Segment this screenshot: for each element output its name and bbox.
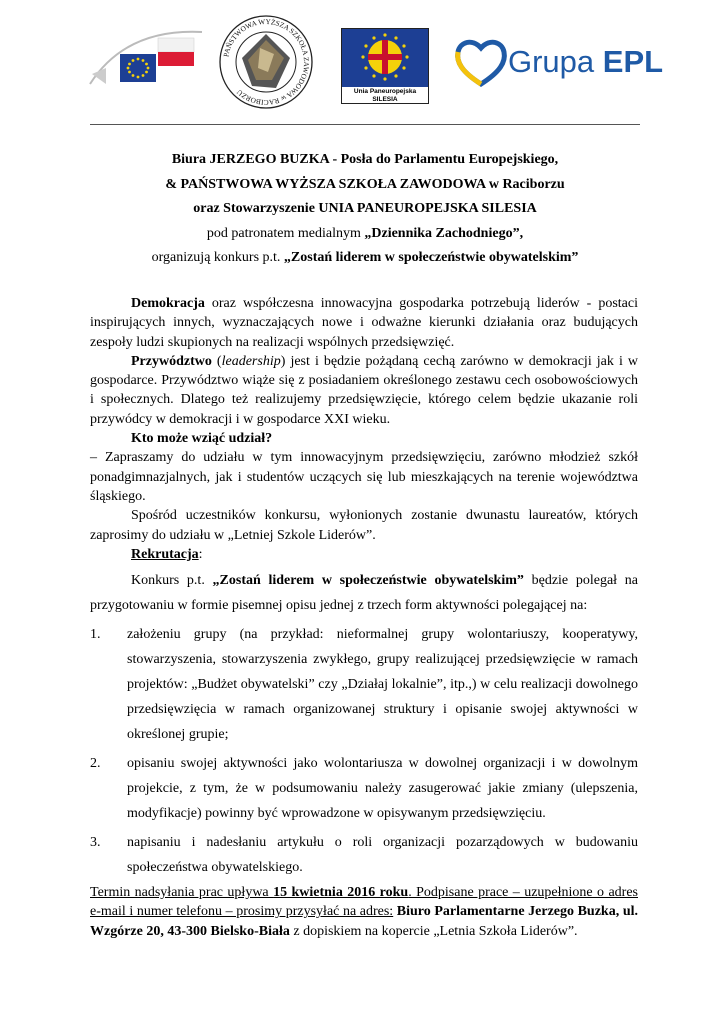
header-line-3: oraz Stowarzyszenie UNIA PANEUROPEJSKA SILESIA — [193, 201, 537, 216]
header-line-1: Biura JERZEGO BUZKA - Posła do Parlamentu Europejskiego, — [171, 152, 559, 167]
recruitment-heading — [90, 545, 638, 564]
grupa-epl-logo — [452, 34, 664, 90]
contest-title: „Zostań liderem w społeczeństwie obywatelskim” — [212, 573, 524, 589]
list-item-number: 1. — [90, 627, 101, 643]
paragraph-laureates: Spośród uczestników konkursu, wyłonionych zostanie dwunastu laureatów, których zaprosimy do udziału w „Letniej Szkole Liderów”. — [90, 508, 638, 543]
leadership-english: leadership — [221, 353, 281, 369]
epl-text-light: Grupa — [508, 44, 603, 79]
unia-caption-line2: SILESIA — [372, 95, 398, 103]
list-item-text: opisaniu swojej aktywności jako wolontariusza w dowolnej organizacji i w dowolnym projekcie, z tym, że w podsumowaniu należy zasugerować jakie zmiany (ulepszenia, modyfikacje) powinny być wprowadzone w opisywanym przedsięwzięciu. — [127, 756, 638, 822]
leadership-paren: ( — [211, 353, 222, 369]
contest-text: będzie polegał na przygotowaniu w formie pisemnej opisu jednej z trzech form aktywności polegającej na: — [90, 573, 638, 614]
recruitment-colon: : — [198, 546, 203, 562]
deadline-envelope-note: z dopiskiem na kopercie „Letnia Szkoła Liderów”. — [289, 923, 578, 939]
list-item — [90, 622, 638, 747]
epl-text-bold: EPL — [602, 44, 664, 79]
header-line-5-bold: „Zostań liderem w społeczeństwie obywatelskim” — [283, 250, 579, 265]
list-item — [90, 830, 638, 880]
pwsz-ring-text: PAŃSTWOWA WYŻSZA SZKOŁA ZAWODOWA w RACIBORZU — [221, 16, 312, 108]
leadership-term: Przywództwo — [131, 353, 212, 369]
logo-bar — [0, 0, 725, 120]
who-text: – Zapraszamy do udziału w tym innowacyjnym przedsięwzięciu, zarówno młodzież szkół ponadgimnazjalnych, jak i studentów uczących się lub mieszkających na terenie województwa śląskiego. — [90, 450, 638, 504]
list-item-number: 2. — [90, 756, 101, 772]
deadline-lead: Termin nadsyłania prac upływa — [90, 885, 274, 901]
list-item — [90, 751, 638, 826]
header-divider — [90, 124, 640, 125]
eu-poland-flags-logo — [86, 24, 206, 92]
contest-prefix: Konkurs p.t. — [131, 573, 213, 589]
paragraph-democracy — [90, 294, 638, 352]
democracy-text: oraz współczesna innowacyjna gospodarka potrzebują liderów - postaci inspirujących innych, wyznaczających nowe i odważne kierunki działania oraz budujących zespoły ludzi skupionych na realizacji wspólnych przedsięwzięć. — [90, 296, 638, 350]
header-line-4-bold: „Dziennika Zachodniego”, — [364, 225, 524, 241]
document-body — [90, 294, 638, 941]
header-line-2: & PAŃSTWOWA WYŻSZA SZKOŁA ZAWODOWA w Raciborzu — [165, 176, 565, 192]
header-line-4 — [90, 222, 640, 247]
deadline-paragraph — [90, 883, 638, 941]
header-line-5-prefix: organizują konkurs p.t. — [151, 250, 284, 265]
unia-paneuropejska-logo — [341, 28, 429, 104]
deadline-date: 15 kwietnia 2016 roku — [273, 885, 409, 901]
activity-forms-list — [90, 622, 638, 880]
who-heading: Kto może wziąć udział? — [131, 431, 273, 447]
leadership-text: ) jest i będzie pożądaną cechą zarówno w demokracji jak i w gospodarce. Przywództwo wiąże się z posiadaniem określonego zestawu cech osobowościowych i społecznych. Dlatego też realizujemy przedsięwzięcie, którego celem będzie ukazanie roli przywódcy w demokracji i w gospodarce XXI wieku. — [90, 353, 638, 427]
list-item-text: założeniu grupy (na przykład: nieformalnej grupy wolontariuszy, kooperatywy, stowarzyszenia, stowarzyszenia zwykłego, grupy realizującej przedsięwzięcie w ramach projektów: „Budżet obywatelski” czy „Działaj lokalnie”, itp.,) w celu realizacji dowolnego przedsięwzięcia w ramach organizowanej struktury i opisanie swojej aktywności w określonej grupie; — [127, 627, 638, 743]
organizers-header — [90, 148, 640, 271]
mailing-address: Biuro Parlamentarne Jerzego Buzka, ul. Wzgórze 20, 43-300 Bielsko-Biała — [90, 904, 638, 939]
pwsz-seal-logo — [218, 14, 314, 110]
recruitment-heading-text: Rekrutacja — [131, 546, 199, 562]
paneuropa-flag-icon — [342, 29, 428, 87]
unia-caption-line1: Unia Paneuropejska — [353, 88, 417, 95]
epl-heart-icon — [452, 34, 510, 90]
democracy-term: Demokracja — [131, 296, 205, 311]
deadline-instructions: . Podpisane prace – uzupełnione o adres e-mail i numer telefonu – prosimy przysyłać na adres: — [90, 885, 638, 920]
header-line-5 — [90, 246, 640, 271]
list-item-text: napisaniu i nadesłaniu artykułu o roli organizacji pozarządowych w budowaniu społeczeństwa obywatelskiego. — [127, 835, 638, 876]
list-item-number: 3. — [90, 835, 101, 851]
header-line-4-prefix: pod patronatem medialnym — [206, 225, 365, 241]
paragraph-contest — [90, 568, 638, 618]
paragraph-leadership — [90, 352, 638, 429]
